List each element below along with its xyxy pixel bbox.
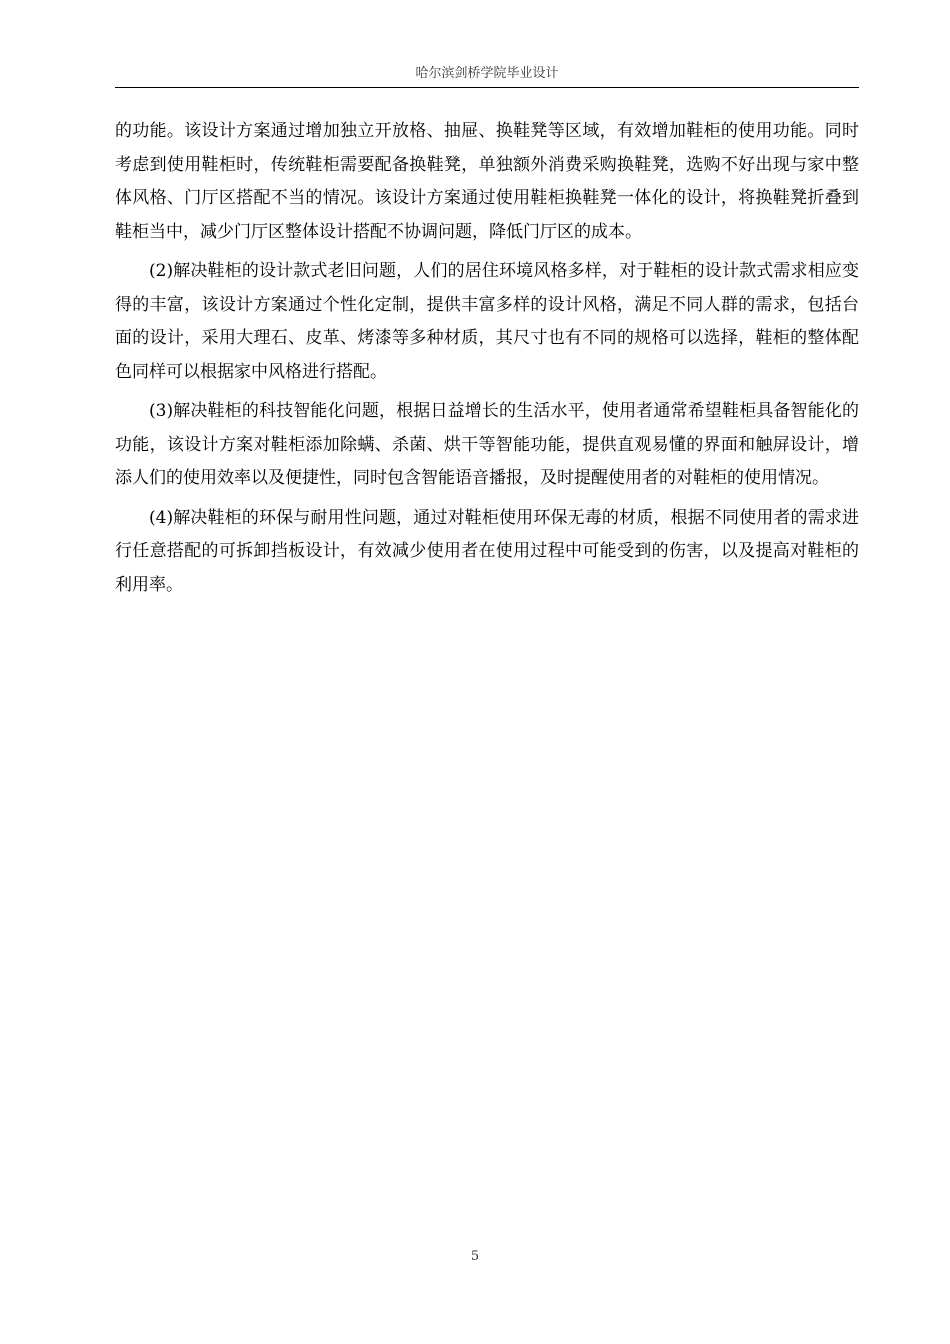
page-header — [115, 64, 859, 88]
header-title: 哈尔滨剑桥学院毕业设计 — [415, 66, 559, 81]
document-body — [115, 115, 859, 608]
paragraph-item-3: (3)解决鞋柜的科技智能化问题，根据日益增长的生活水平，使用者通常希望鞋柜具备智能化的功能，该设计方案对鞋柜添加除螨、杀菌、烘干等智能功能，提供直观易懂的界面和触屏设计，增添人们的使用效率以及便捷性，同时包含智能语音播报，及时提醒使用者的对鞋柜的使用情况。 — [115, 401, 859, 488]
paragraph-item-2: (2)解决鞋柜的设计款式老旧问题，人们的居住环境风格多样，对于鞋柜的设计款式需求相应变得的丰富，该设计方案通过个性化定制，提供丰富多样的设计风格，满足不同人群的需求，包括台面的设计，采用大理石、皮革、烤漆等多种材质，其尺寸也有不同的规格可以选择，鞋柜的整体配色同样可以根据家中风格进行搭配。 — [115, 261, 859, 382]
paragraph-continuation: 的功能。该设计方案通过增加独立开放格、抽屉、换鞋凳等区域，有效增加鞋柜的使用功能。同时考虑到使用鞋柜时，传统鞋柜需要配备换鞋凳，单独额外消费采购换鞋凳，选购不好出现与家中整体风格、门厅区搭配不当的情况。该设计方案通过使用鞋柜换鞋凳一体化的设计，将换鞋凳折叠到鞋柜当中，减少门厅区整体设计搭配不协调问题，降低门厅区的成本。 — [115, 121, 859, 242]
paragraph-item-4: (4)解决鞋柜的环保与耐用性问题，通过对鞋柜使用环保无毒的材质，根据不同使用者的需求进行任意搭配的可拆卸挡板设计，有效减少使用者在使用过程中可能受到的伤害，以及提高对鞋柜的利用率。 — [115, 507, 859, 595]
page-number: 5 — [470, 1249, 480, 1264]
